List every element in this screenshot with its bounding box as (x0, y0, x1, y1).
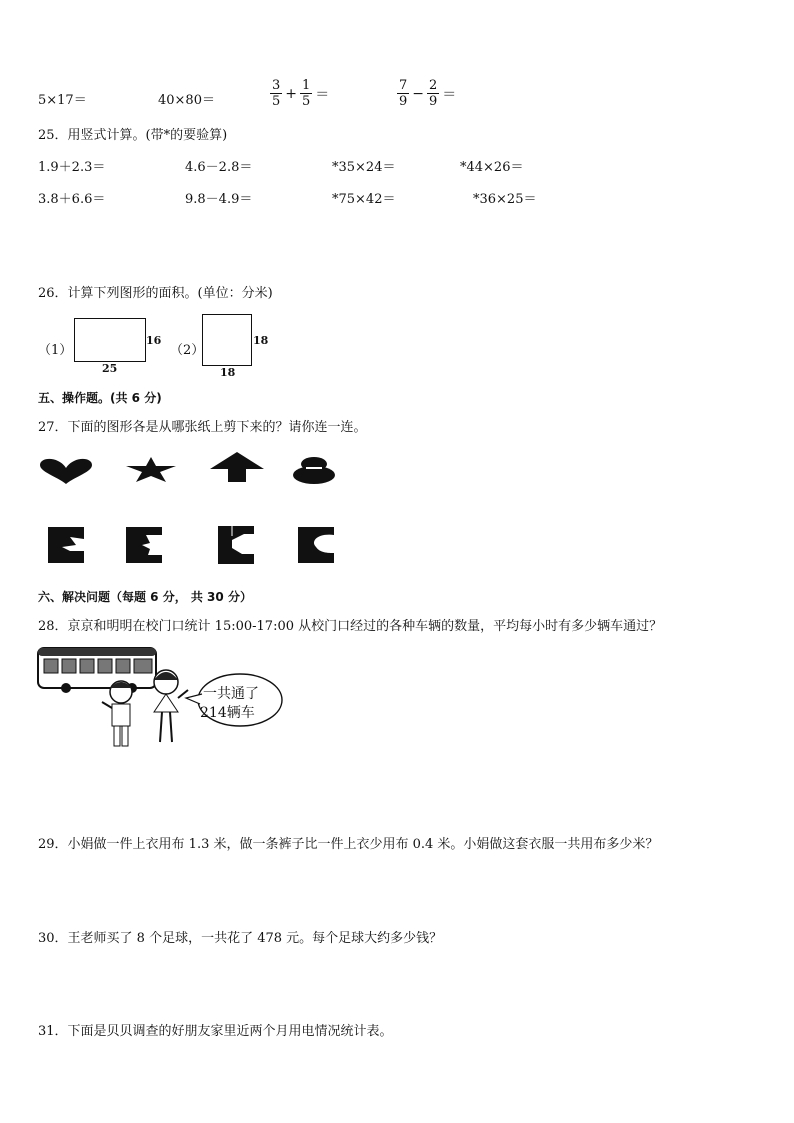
q25-item: 9.8－4.9＝ (185, 192, 253, 207)
q31-title: 31．下面是贝贝调查的好朋友家里近两个月用电情况统计表。 (38, 1024, 393, 1039)
calc-5x17: 5×17＝ (38, 93, 87, 108)
rectangle-figure-1 (74, 318, 146, 362)
figure-1-label: （1） (38, 343, 73, 358)
fraction-subtract-expression (397, 78, 459, 109)
q29-title: 29．小娟做一件上衣用布 1.3 米，做一条裤子比一件上衣少用布 0.4 米。小娟做这套衣服一共用布多少米？ (38, 837, 659, 852)
q26-title: 26．计算下列图形的面积。(单位：分米) (38, 286, 273, 301)
q25-item: *75×42＝ (332, 192, 396, 207)
cut-paper-arrow-notch (218, 526, 254, 564)
fraction-2-9: $\frac{2}{9}$ (429, 78, 438, 109)
cut-paper-heart-notch (48, 527, 84, 563)
cut-paper-star-notch (126, 527, 162, 563)
figure-2-side-bottom: 18 (220, 366, 236, 379)
cut-paper-round-notch (298, 527, 334, 563)
speech-bubble-line-1: 一共通了 (203, 686, 259, 702)
arrow-up-shape (210, 452, 264, 482)
square-figure-2 (202, 314, 252, 366)
q25-title: 25．用竖式计算。(带*的要验算) (38, 128, 228, 143)
minus-sign: − (412, 85, 425, 102)
figure-1-height: 16 (146, 334, 162, 347)
q27-title: 27．下面的图形各是从哪张纸上剪下来的？请你连一连。 (38, 420, 367, 435)
fraction-7-9: $\frac{7}{9}$ (399, 78, 408, 109)
section-5-heading: 五、操作题。(共 6 分) (38, 391, 162, 405)
plus-sign: + (285, 85, 298, 102)
figure-1-width: 25 (102, 362, 118, 375)
q25-item: *44×26＝ (460, 160, 524, 175)
q25-item: *35×24＝ (332, 160, 396, 175)
figure-2-label: （2） (170, 343, 205, 358)
heart-shape (38, 458, 94, 484)
star-shape (126, 457, 176, 482)
figure-2-side-right: 18 (253, 334, 269, 347)
fraction-add-expression (270, 78, 332, 109)
q25-item: 3.8＋6.6＝ (38, 192, 106, 207)
q25-item: 1.9＋2.3＝ (38, 160, 106, 175)
equals-sign: ＝ (442, 86, 457, 103)
calc-40x80: 40×80＝ (158, 93, 215, 108)
fraction-1-5: $\frac{1}{5}$ (302, 78, 311, 109)
q30-title: 30．王老师买了 8 个足球，一共花了 478 元。每个足球大约多少钱？ (38, 931, 443, 946)
q25-item: 4.6－2.8＝ (185, 160, 253, 175)
speech-bubble-line-2: 214辆车 (200, 705, 255, 721)
fraction-3-5: $\frac{3}{5}$ (272, 78, 281, 109)
section-6-heading: 六、解决问题（每题 6 分， 共 30 分） (38, 590, 252, 604)
equals-sign: ＝ (315, 86, 330, 103)
q28-title: 28．京京和明明在校门口统计 15:00-17:00 从校门口经过的各种车辆的数量，平均每小时有多少辆车通过？ (38, 619, 663, 634)
q25-item: *36×25＝ (473, 192, 537, 207)
figure-eight-shape (292, 456, 336, 484)
